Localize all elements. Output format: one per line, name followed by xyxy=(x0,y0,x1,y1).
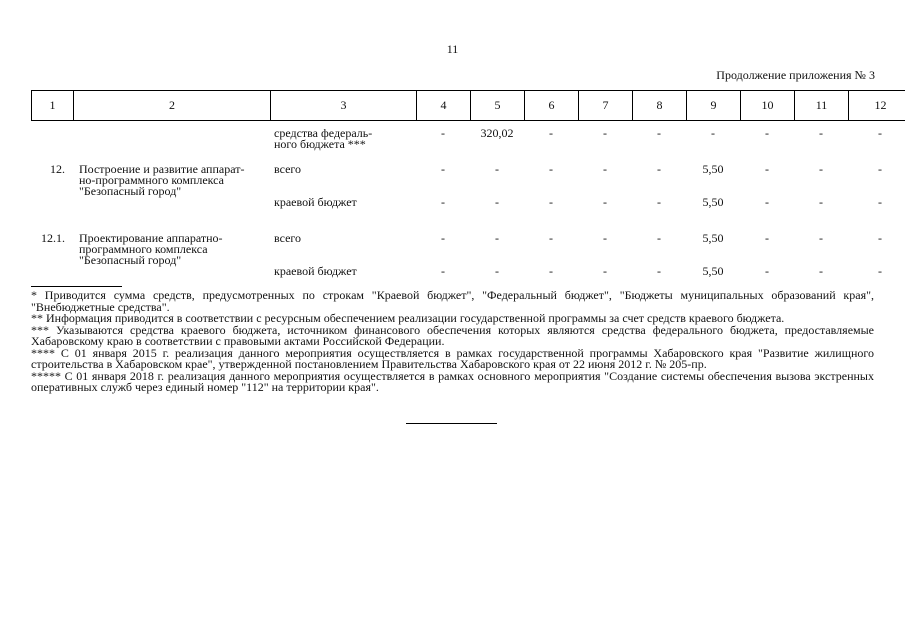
value-cell: - xyxy=(495,264,499,278)
value-cell: - xyxy=(819,126,823,140)
table-row xyxy=(31,128,905,156)
activity-name xyxy=(73,197,270,225)
value-cell: - xyxy=(495,162,499,176)
end-of-page-rule xyxy=(406,423,497,424)
column-number: 5 xyxy=(471,91,525,121)
value-cell: - xyxy=(819,231,823,245)
value-cell: - xyxy=(878,231,882,245)
value-cell: - xyxy=(603,231,607,245)
value-cell: 5,50 xyxy=(702,231,724,245)
value-cell: - xyxy=(603,195,607,209)
column-number: 4 xyxy=(417,91,471,121)
row-number xyxy=(31,197,73,225)
financing-table xyxy=(31,128,905,294)
value-cell: - xyxy=(765,231,769,245)
row-number: 12.1. xyxy=(41,231,65,245)
value-cell: - xyxy=(441,195,445,209)
activity-name xyxy=(73,128,270,156)
value-cell: - xyxy=(657,126,661,140)
table-row xyxy=(31,164,905,197)
value-cell: - xyxy=(441,231,445,245)
funding-source: всего xyxy=(274,231,302,245)
value-cell: - xyxy=(549,126,553,140)
footnote: * Приводится сумма средств, предусмотренных по строкам "Краевой бюджет", "Федеральный бюджет", "Бюджеты муниципальных образований края", "Внебюджетные средства". xyxy=(31,288,874,314)
footnotes xyxy=(31,290,874,394)
row-number xyxy=(31,128,73,156)
value-cell: - xyxy=(765,195,769,209)
value-cell: - xyxy=(603,126,607,140)
column-number: 9 xyxy=(687,91,741,121)
column-number: 12 xyxy=(849,91,905,121)
value-cell: - xyxy=(878,126,882,140)
value-cell: 5,50 xyxy=(702,162,724,176)
value-cell: - xyxy=(878,195,882,209)
value-cell: - xyxy=(657,195,661,209)
column-number: 3 xyxy=(271,91,417,121)
value-cell: - xyxy=(549,195,553,209)
column-number: 7 xyxy=(579,91,633,121)
funding-source: средства федераль- ного бюджета *** xyxy=(274,126,373,151)
value-cell: - xyxy=(819,195,823,209)
funding-source: всего xyxy=(274,162,302,176)
activity-name: Проектирование аппаратно- программного комплекса "Безопасный город" xyxy=(79,231,223,267)
footnote: **** С 01 января 2015 г. реализация данного мероприятия осуществляется в рамках государственной программы Хабаровского края "Развитие жилищного строительства в Хабаровском крае", утвержденной постановлением Правительства Хабаровского края от 22 июня 2012 г. № 205-пр. xyxy=(31,345,874,371)
footnote: ** Информация приводится в соответствии с ресурсным обеспечением реализации государственной программы за счет средств краевого бюджета. xyxy=(31,311,785,325)
value-cell: - xyxy=(603,162,607,176)
column-number: 6 xyxy=(525,91,579,121)
value-cell: - xyxy=(878,264,882,278)
value-cell: - xyxy=(765,264,769,278)
value-cell: - xyxy=(819,264,823,278)
funding-source: краевой бюджет xyxy=(274,195,357,209)
value-cell: - xyxy=(603,264,607,278)
column-number: 1 xyxy=(32,91,74,121)
value-cell: - xyxy=(441,264,445,278)
footnote: *** Указываются средства краевого бюджета, источником финансового обеспечения которых являются средства федерального бюджета, предоставляемые Хабаровскому краю в соответствии с правовыми актами Российской Федерации. xyxy=(31,322,874,348)
column-number: 8 xyxy=(633,91,687,121)
value-cell: - xyxy=(495,195,499,209)
value-cell: - xyxy=(441,126,445,140)
value-cell: - xyxy=(765,126,769,140)
column-number: 11 xyxy=(795,91,849,121)
column-number: 2 xyxy=(74,91,271,121)
row-number: 12. xyxy=(50,162,65,176)
table-row xyxy=(31,197,905,225)
value-cell: - xyxy=(765,162,769,176)
table-row xyxy=(31,233,905,266)
value-cell: - xyxy=(657,231,661,245)
value-cell: - xyxy=(441,162,445,176)
value-cell: - xyxy=(549,264,553,278)
value-cell: - xyxy=(549,231,553,245)
value-cell: - xyxy=(495,231,499,245)
value-cell: - xyxy=(657,162,661,176)
funding-source: краевой бюджет xyxy=(274,264,357,278)
value-cell: - xyxy=(878,162,882,176)
value-cell: - xyxy=(819,162,823,176)
appendix-continuation-label: Продолжение приложения № 3 xyxy=(716,68,875,82)
value-cell: 320,02 xyxy=(480,126,514,140)
value-cell: - xyxy=(657,264,661,278)
column-number: 10 xyxy=(741,91,795,121)
value-cell: - xyxy=(711,126,715,140)
value-cell: 5,50 xyxy=(702,264,724,278)
page-number: 11 xyxy=(446,42,459,56)
activity-name: Построение и развитие аппарат- но-программного комплекса "Безопасный город" xyxy=(79,162,245,198)
value-cell: 5,50 xyxy=(702,195,724,209)
footnote: ***** С 01 января 2018 г. реализация данного мероприятия осуществляется в рамках основного мероприятия "Создание системы обеспечения вызова экстренных оперативных служб через единый номер "112" на территории края". xyxy=(31,368,874,394)
column-number-header xyxy=(31,90,905,121)
value-cell: - xyxy=(549,162,553,176)
footnote-separator xyxy=(31,286,122,287)
